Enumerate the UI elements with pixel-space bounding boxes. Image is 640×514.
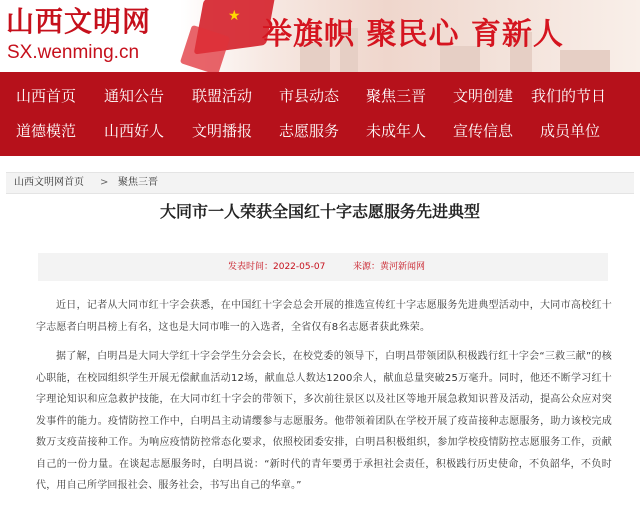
breadcrumb-current-link[interactable]: 聚焦三晋 xyxy=(118,177,158,188)
article-title: 大同市一人荣获全国红十字志愿服务先进典型 xyxy=(159,202,480,221)
logo-domain-text: SX.wenming.cn xyxy=(7,42,140,63)
nav-item-minors[interactable]: 未成年人 xyxy=(366,122,427,140)
publish-time: 发表时间：2022-05-07 xyxy=(228,262,326,272)
nav-item-good-people[interactable]: 山西好人 xyxy=(104,122,165,140)
nav-item-broadcast[interactable]: 文明播报 xyxy=(192,122,253,140)
nav-item-volunteer[interactable]: 志愿服务 xyxy=(279,122,340,140)
site-logo[interactable] xyxy=(6,6,178,64)
breadcrumb-home-link[interactable]: 山西文明网首页 xyxy=(14,177,84,188)
breadcrumb xyxy=(6,172,634,194)
nav-item-festivals[interactable]: 我们的节日 xyxy=(531,87,607,105)
site-header xyxy=(0,0,640,72)
nav-row-2 xyxy=(0,114,640,148)
header-slogan: 举旗帜 聚民心 育新人 xyxy=(262,17,564,52)
nav-item-city-news[interactable]: 市县动态 xyxy=(279,87,340,105)
nav-item-shanxi-home[interactable]: 山西首页 xyxy=(16,87,77,105)
article-paragraph: 据了解，白明昌是大同大学红十字会学生分会会长，在校党委的领导下，白明昌带领团队积极践行红十字会“三救三献”的核心职能，在校园组织学生开展无偿献血活动12场，献血总人数达1200余人，献血总量突破25万毫升。同时，他还不断学习红十字理论知识和应急救护技能，在大同市红十字会的带领下，多次前往景区以及社区等地开展急救知识普及活动，提高公众应对突发事件的能力。疫情防控工作中，白明昌主动请缨参与志愿服务。他带领着团队在学校开展了疫苗接种志愿服务，助力该校完成数万支疫苗接种工作。为响应疫情防控常态化要求，依照校团委安排，白明昌积极组织，参加学校疫情防控志愿服务工作，贡献自己的一份力量。在谈起志愿服务时，白明昌说：“新时代的青年要勇于承担社会责任，积极践行历史使命，不负韶华，不负时代，用自己所学回报社会、服务社会，书写出自己的华章。” xyxy=(36,351,612,491)
article-meta-bar xyxy=(38,253,608,281)
nav-item-members[interactable]: 成员单位 xyxy=(540,122,601,140)
article-source: 来源：黄河新闻网 xyxy=(353,262,426,272)
breadcrumb-separator: > xyxy=(100,177,109,188)
logo-chinese-text: 山西文明网 xyxy=(6,5,152,38)
nav-item-alliance[interactable]: 联盟活动 xyxy=(192,87,253,105)
nav-item-notices[interactable]: 通知公告 xyxy=(104,87,165,105)
nav-row-1 xyxy=(0,79,640,113)
nav-item-civilization[interactable]: 文明创建 xyxy=(453,87,514,105)
star-icon: ★ xyxy=(228,8,241,24)
article-paragraph: 近日，记者从大同市红十字会获悉，在中国红十字会总会开展的推选宣传红十字志愿服务先进典型活动中，大同市高校红十字志愿者白明昌榜上有名，这也是大同市唯一的入选者，全省仅有8名志愿者获此殊荣。 xyxy=(36,300,612,333)
main-nav xyxy=(0,72,640,156)
nav-item-moral-models[interactable]: 道德模范 xyxy=(16,122,77,140)
nav-item-sanjin[interactable]: 聚焦三晋 xyxy=(366,87,427,105)
nav-item-publicity[interactable]: 宣传信息 xyxy=(453,122,514,140)
